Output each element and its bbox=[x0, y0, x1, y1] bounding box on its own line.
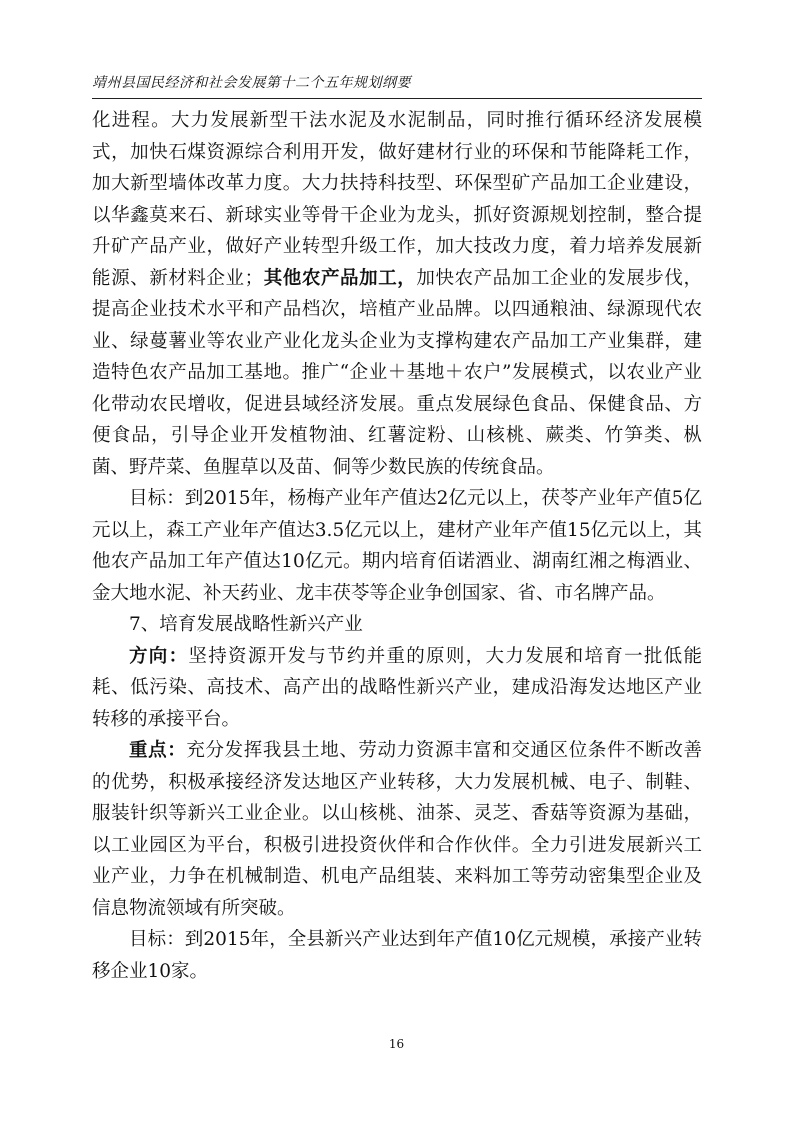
paragraph-text: 化进程。大力发展新型干法水泥及水泥制品，同时推行循环经济发展模式，加快石煤资源综合利用开发，做好建材行业的环保和节能降耗工作，加大新型墙体改革力度。大力扶持科技型、环保型矿产品加工企业建设，以华鑫莫来石、新球实业等骨干企业为龙头，抓好资源规划控制，整合提升矿产品产业，做好产业转型升级工作，加大技改力度，着力培养发展新能源、新材料企业； bbox=[92, 110, 702, 289]
paragraph-text: 加快农产品加工企业的发展步伐，提高企业技术水平和产品档次，培植产业品牌。以四通粮油、绿源现代农业、绿蔓薯业等农业产业化龙头企业为支撑构建农产品加工产业集群，建造特色农产品加工基地。推广“企业＋基地＋农户”发展模式，以农业产业化带动农民增收，促进县域经济发展。重点发展绿色食品、保健食品、方便食品，引导企业开发植物油、红薯淀粉、山核桃、蕨类、竹笋类、枞菌、野芹菜、鱼腥草以及苗、侗等少数民族的传统食品。 bbox=[92, 267, 702, 478]
header-rule bbox=[92, 98, 702, 99]
paragraph-text: 坚持资源开发与节约并重的原则，大力发展和培育一批低能耗、低污染、高技术、高产出的战略性新兴产业，建成沿海发达地区产业转移的承接平台。 bbox=[92, 645, 702, 730]
paragraph-targets-agri: 目标：到2015年，杨梅产业年产值达2亿元以上，茯苓产业年产值5亿元以上，森工产业年产值达3.5亿元以上，建材产业年产值15亿元以上，其他农产品加工年产值达10亿元。期内培育佰诺酒业、湖南红湘之梅酒业、金大地水泥、补天药业、龙丰茯苓等企业争创国家、省、市名牌产品。 bbox=[92, 488, 702, 604]
document-body bbox=[92, 105, 702, 987]
paragraph-direction bbox=[92, 641, 702, 736]
bold-term-other-agri-processing: 其他农产品加工， bbox=[263, 267, 417, 289]
document-header: 靖州县国民经济和社会发展第十二个五年规划纲要 bbox=[92, 75, 411, 91]
bold-label-direction: 方向： bbox=[129, 645, 189, 667]
paragraph-building-materials bbox=[92, 105, 702, 483]
paragraph-focus bbox=[92, 735, 702, 924]
section-heading: 7、培育发展战略性新兴产业 bbox=[129, 614, 363, 635]
bold-label-focus: 重点： bbox=[129, 740, 187, 761]
page-number: 16 bbox=[388, 1037, 405, 1051]
paragraph-text: 充分发挥我县土地、劳动力资源丰富和交通区位条件不断改善的优势，积极承接经济发达地区产业转移，大力发展机械、电子、制鞋、服装针织等新兴工业企业。以山核桃、油茶、灵芝、香菇等资源为基础，以工业园区为平台，积极引进投资伙伴和合作伙伴。全力引进发展新兴工业产业，力争在机械制造、机电产品组装、来料加工等劳动密集型企业及信息物流领域有所突破。 bbox=[92, 740, 702, 919]
paragraph-targets-emerging: 目标：到2015年，全县新兴产业达到年产值10亿元规模，承接产业转移企业10家。 bbox=[92, 929, 702, 982]
